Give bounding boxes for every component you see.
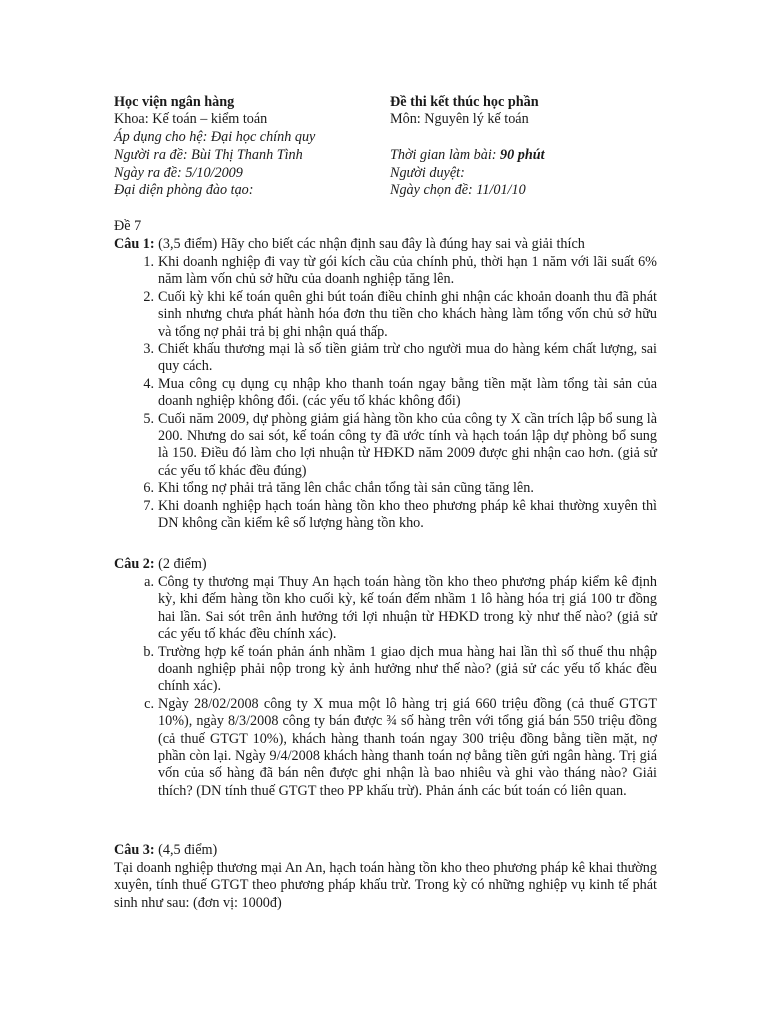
question-3-text: Tại doanh nghiệp thương mại An An, hạch toán hàng tồn kho theo phương pháp kê khai thường xuyên, tính thuế GTGT theo phương pháp khấu trừ. Trong kỳ có những nghiệp vụ kinh tế phát sinh như sau: (đơn vị: 1000đ) [114,860,657,911]
item-text: Cuối kỳ khi kế toán quên ghi bút toán điều chỉnh ghi nhận các khoản doanh thu đã phát sinh nhưng chưa phát hành hóa đơn thu tiền cho khách hàng làm tổng vốn chủ sở hữu và tổng nợ phải trả bị ghi nhận quá thấp. [158,288,657,340]
item-number: 5. [143,410,154,427]
question-2-intro: (2 điểm) [154,556,207,572]
approver-line: Người duyệt: [390,165,465,181]
item-letter: c. [144,695,154,712]
question-2-heading [114,556,657,573]
question-3-label: Câu 3: [114,842,155,858]
time-label: Thời gian làm bài: [390,147,501,163]
item-number: 4. [143,375,154,392]
item-text: Trường hợp kế toán phản ánh nhầm 1 giao dịch mua hàng hai lần thì số thuế thu nhập doanh nghiệp phải nộp trong kỳ ảnh hưởng như thế nào? (giả sử các yếu tố khác đều chính xác). [158,643,657,695]
item-letter: a. [144,574,154,590]
date-chosen-line: Ngày chọn đề: 11/01/10 [390,182,526,198]
item-number: 1. [143,254,154,270]
item-text: Khi doanh nghiệp hạch toán hàng tồn kho theo phương pháp kê khai thường xuyên thì DN không cần kiểm kê số lượng hàng tồn kho. [158,497,657,532]
item-letter: b. [143,643,154,660]
item-text: Khi doanh nghiệp đi vay từ gói kích cầu của chính phủ, thời hạn 1 năm với lãi suất 6% năm làm vốn chủ sở hữu của doanh nghiệp tăng lên. [158,254,657,288]
question-2-label: Câu 2: [114,556,155,572]
list-item [114,696,657,800]
subject-line: Môn: Nguyên lý kế toán [390,111,529,127]
list-item [114,411,657,481]
exam-title: Đề thi kết thúc học phần [390,94,539,110]
applies-to-line: Áp dụng cho hệ: Đại học chính quy [114,129,316,145]
list-item [114,289,657,341]
question-1-list [114,254,657,533]
question-1-heading [114,236,657,253]
exam-code: Đề 7 [114,218,142,234]
list-item [114,376,657,411]
list-item [114,498,657,533]
author-line: Người ra đề: Bùi Thị Thanh Tình [114,147,303,163]
question-1-label: Câu 1: [114,236,155,252]
item-number: 3. [143,341,154,358]
item-text: Ngày 28/02/2008 công ty X mua một lô hàng trị giá 660 triệu đồng (cả thuế GTGT 10%), ngày 8/3/2008 công ty bán được ¾ số hàng trên với tổng giá bán 550 triệu đồng (cả thuế GTGT 10%), khách hàng thanh toán ngay 300 triệu đồng bằng tiền mặt, nợ phần còn lại. Ngày 9/4/2008 khách hàng thanh toán nợ bằng tiền gửi ngân hàng. Trị giá vốn của số hàng đã bán nên được ghi nhận là bao nhiêu và ghi vào tháng nào? Giải thích? (DN tính thuế GTGT theo PP khấu trừ). Phản ánh các bút toán có liên quan. [158,695,657,799]
institution-name: Học viện ngân hàng [114,94,235,110]
list-item [114,254,657,289]
list-item [114,480,657,497]
date-created-line: Ngày ra đề: 5/10/2009 [114,165,243,181]
time-value: 90 phút [500,147,545,163]
time-line [390,147,545,164]
question-2-list [114,574,657,800]
item-number: 2. [143,288,154,305]
question-3-intro: (4,5 điểm) [154,842,218,858]
list-item [114,644,657,696]
item-number: 6. [143,480,154,497]
item-text: Khi tổng nợ phải trả tăng lên chắc chắn tổng tài sản cũng tăng lên. [158,480,534,497]
list-item [114,574,657,644]
item-number: 7. [143,497,154,514]
question-3-heading [114,842,657,859]
faculty-line: Khoa: Kế toán – kiểm toán [114,111,268,127]
item-text: Công ty thương mại Thuy An hạch toán hàng tồn kho theo phương pháp kiểm kê định kỳ, khi đếm hàng tồn kho cuối kỳ, kế toán đếm nhầm 1 lô hàng hóa trị giá 100 tr đồng hai lần. Sai sót trên ảnh hưởng tới lợi nhuận từ HĐKD trong kỳ như thế nào? (giả sử các yếu tố khác đều chính xác). [158,574,657,643]
training-rep-line: Đại diện phòng đào tạo: [114,182,254,198]
item-text: Cuối năm 2009, dự phòng giảm giá hàng tồn kho của công ty X cần trích lập bổ sung là 200. Nhưng do sai sót, kế toán công ty đã ước tính và hạch toán lập dự phòng bổ sung là 150. Điều đó làm cho lợi nhuận từ HĐKD năm 2009 được ghi nhận cao hơn. (giả sử các yếu tố khác đều đúng) [158,410,657,479]
question-1-intro: (3,5 điểm) Hãy cho biết các nhận định sau đây là đúng hay sai và giải thích [154,236,585,252]
item-text: Chiết khấu thương mại là số tiền giảm trừ cho người mua do hàng kém chất lượng, sai quy cách. [158,341,657,375]
list-item [114,341,657,376]
item-text: Mua công cụ dụng cụ nhập kho thanh toán ngay bằng tiền mặt làm tổng tài sản của doanh nghiệp không đổi. (các yếu tố khác không đổi) [158,375,657,410]
